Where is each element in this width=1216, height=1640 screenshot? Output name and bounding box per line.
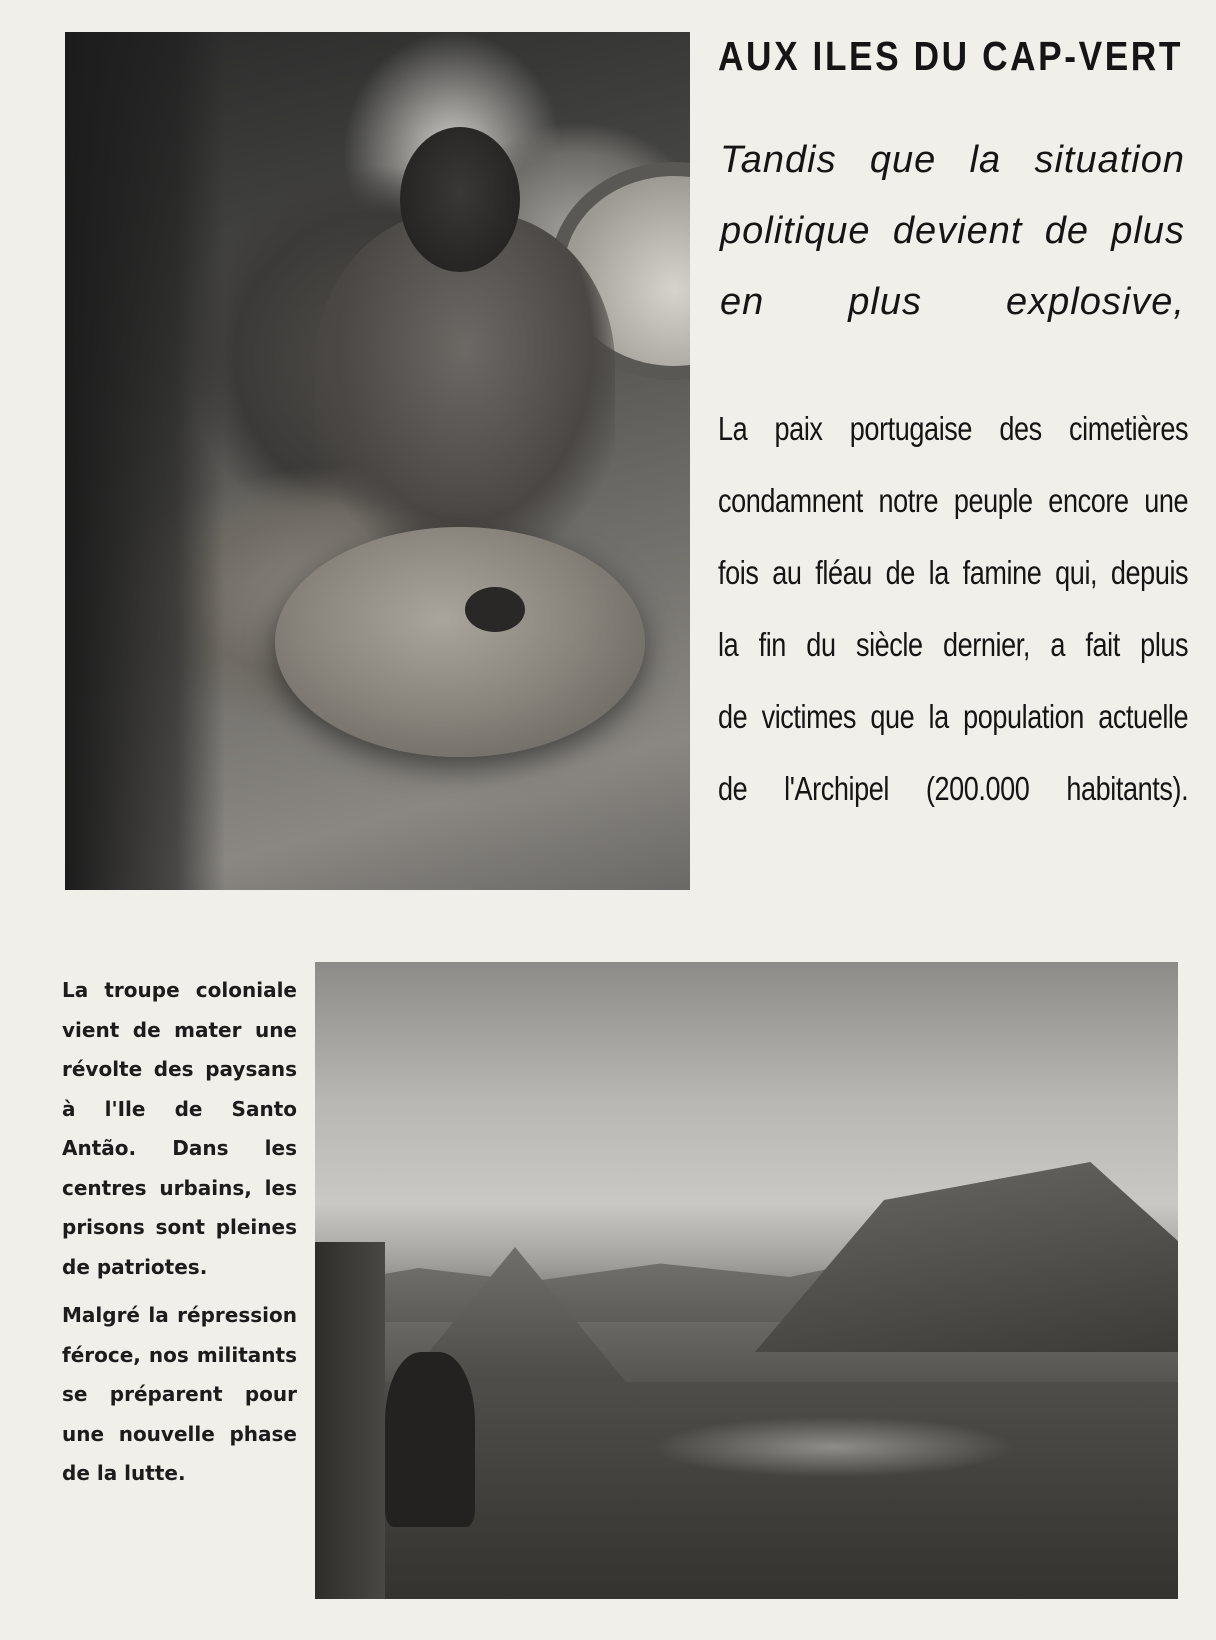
caption-paragraph: La troupe coloniale vient de mater une révolte des paysans à l'Ile de Santo Antão. Dans les centres urbains, les prisons sont pleines de patriotes. [62,978,297,1279]
lead-paragraph [718,393,1188,825]
lead-line: de victimes que la population actuelle [718,698,1189,735]
lead-line: fois au fléau de la famine qui, depuis [718,554,1189,591]
lead-line: condamnent notre peuple encore une [718,482,1189,519]
caption-paragraph: Malgré la répression féroce, nos militants se préparent pour une nouvelle phase de la lutte. [62,1303,297,1485]
article-title: AUX ILES DU CAP-VERT [718,33,1183,79]
lead-line: La paix portugaise des cimetières [718,410,1189,447]
photo-child-grinding [65,32,690,890]
lead-line: la fin du siècle dernier, a fait plus [718,626,1189,663]
article-subtitle: Tandis que la situation politique devient de plus en plus explosive, [720,139,1185,323]
photo-village-landscape [315,962,1178,1599]
photo-caption [62,971,297,1494]
lead-line: de l'Archipel (200.000 habitants). [718,770,1189,807]
